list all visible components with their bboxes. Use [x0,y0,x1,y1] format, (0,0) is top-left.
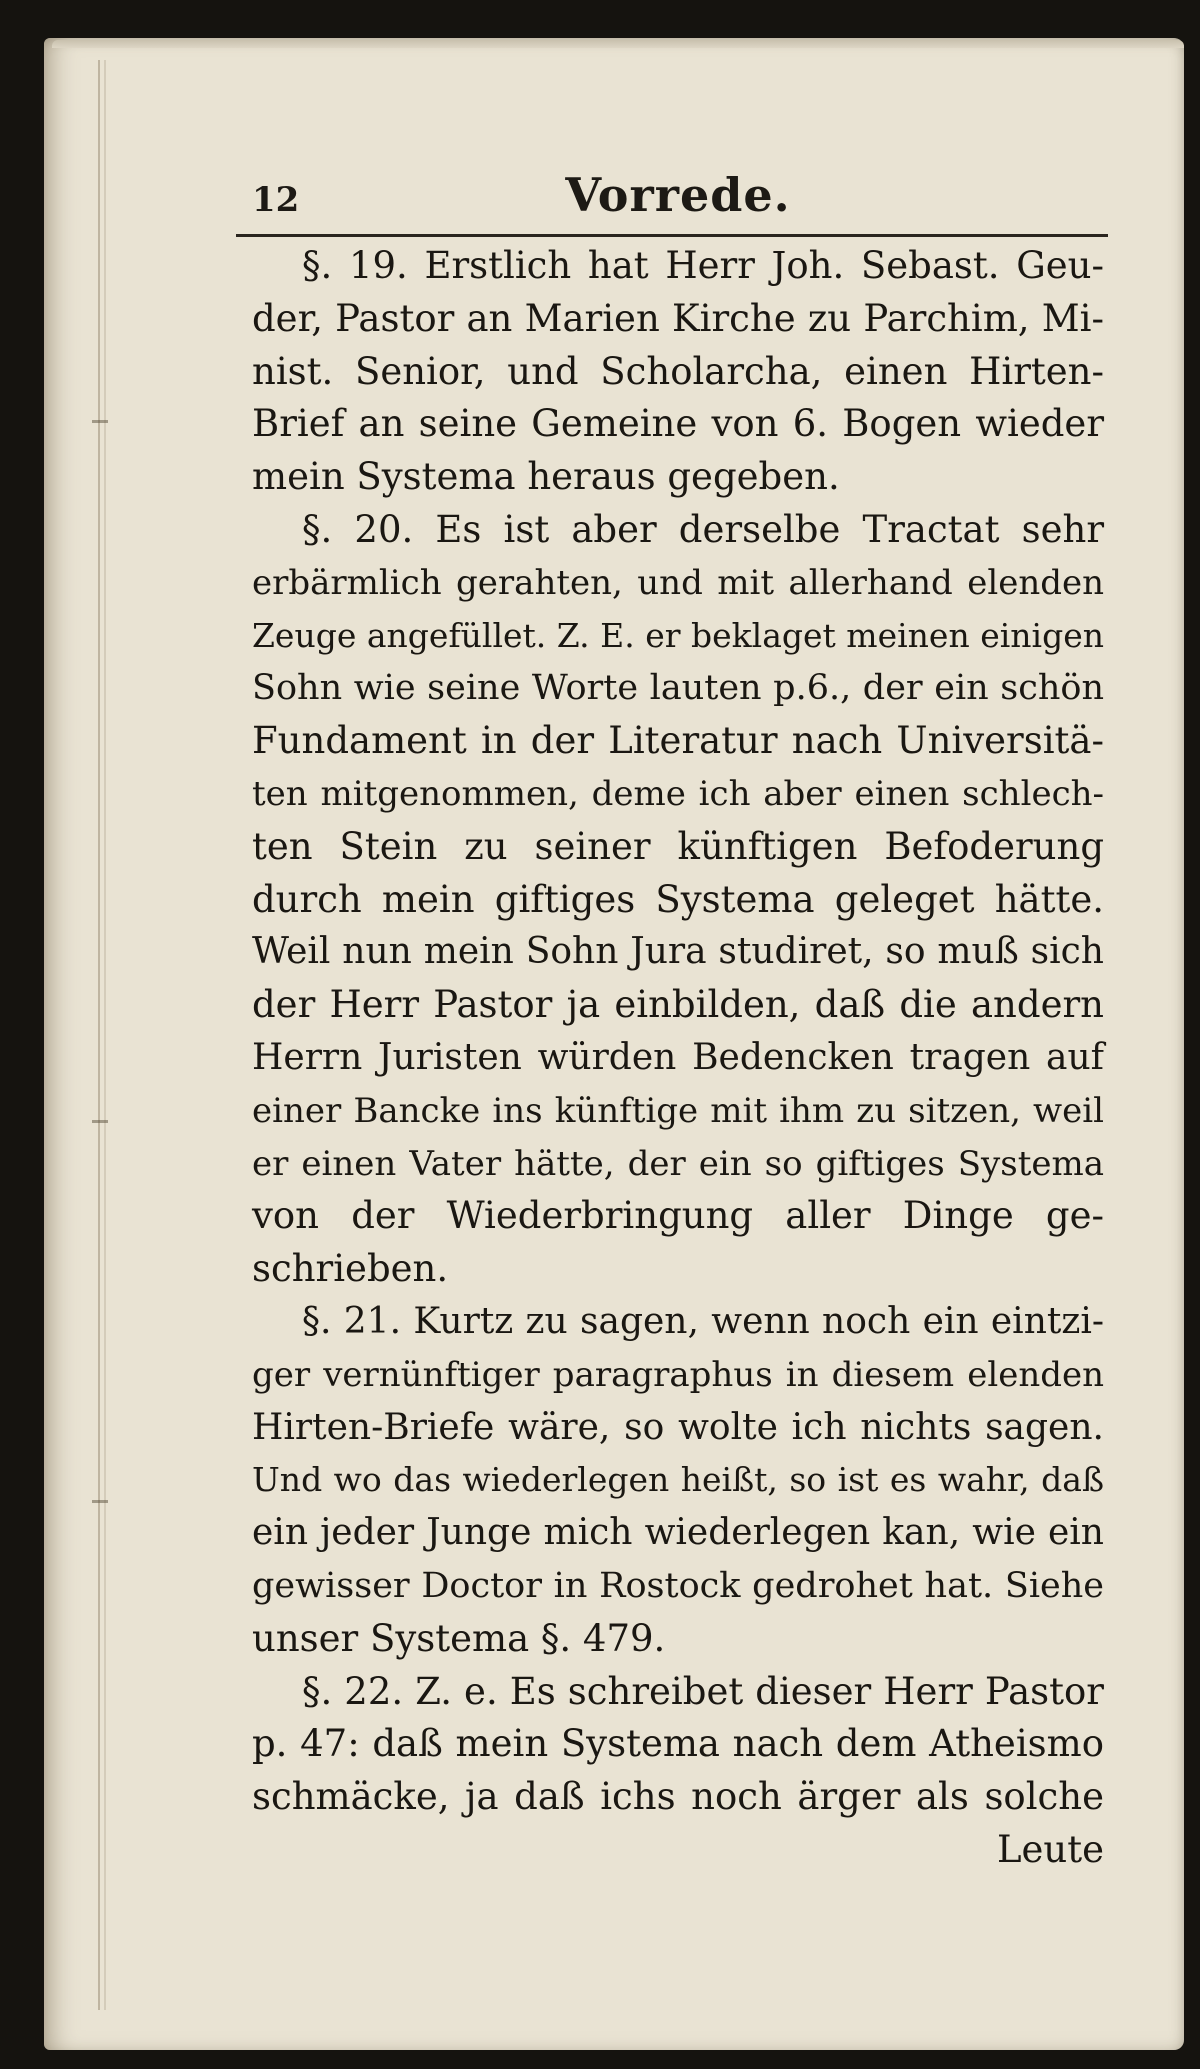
page-top-edge [52,40,1184,48]
text-line: Brief an seine Gemeine von 6. Bogen wieder [252,402,1104,446]
text-line: Und wo das wiederlegen heißt, so ist es wahr, daß [252,1460,1104,1500]
text-line: der Herr Pastor ja einbilden, daß die andern [252,983,1104,1027]
text-line: §. 19. Erstlich hat Herr Joh. Sebast. Geu- [302,244,1104,287]
text-line: p. 47: daß mein Systema nach dem Atheismo [252,1722,1104,1766]
text-line: schrieben. [252,1247,449,1291]
text-line: §. 20. Es ist aber derselbe Tractat sehr [302,507,1104,551]
text-line: Zeuge angefüllet. Z. E. er beklaget meinen einigen [252,615,1104,655]
text-line: §. 22. Z. e. Es schreibet dieser Herr Pastor [302,1669,1104,1713]
text-line: ten mitgenommen, deme ich aber einen schlech- [252,773,1104,814]
text-line: unser Systema §. 479. [252,1616,666,1660]
text-line: durch mein giftiges Systema geleget hätte. [252,877,1104,921]
text-line: Herrn Juristen würden Bedencken tragen auf [252,1036,1104,1078]
text-line: ein jeder Junge mich wiederlegen kan, wie ein [252,1512,1104,1554]
text-line: erbärmlich gerahten, und mit allerhand elenden [252,562,1104,603]
text-line: §. 21. Kurtz zu sagen, wenn noch ein eintzi- [302,1300,1104,1342]
body-text [252,240,1104,1877]
text-line: Sohn wie seine Worte lauten p.6., der ein schön [252,668,1104,709]
page-number: 12 [252,180,300,220]
text-line: mein Systema heraus gegeben. [252,455,840,499]
text-line: Leute [996,1827,1104,1871]
running-head [252,168,1104,234]
binding-thread-mark [92,1500,108,1503]
binding-gutter-shadow [104,60,106,2010]
text-line: gewisser Doctor in Rostock gedrohet hat. Siehe [252,1565,1104,1606]
text-line: schmäcke, ja daß ichs noch ärger als solche [252,1775,1104,1819]
text-line: Fundament in der Literatur nach Universitä- [252,719,1104,763]
binding-gutter [98,60,100,2010]
text-line: Hirten-Briefe wäre, so wolte ich nichts sagen. [252,1406,1104,1448]
header-rule [236,234,1108,237]
text-line: von der Wiederbringung aller Dinge ge- [252,1194,1104,1238]
running-title: Vorrede. [565,168,791,222]
binding-thread-mark [92,420,108,423]
text-line: Weil nun mein Sohn Jura studiret, so muß sich [252,931,1104,973]
text-line: der, Pastor an Marien Kirche zu Parchim, Mi- [252,296,1104,340]
text-line: ger vernünftiger paragraphus in diesem elenden [252,1354,1104,1395]
text-line: ten Stein zu seiner künftigen Befoderung [252,824,1104,868]
text-line: nist. Senior, und Scholarcha, einen Hirten- [252,349,1104,393]
text-line: er einen Vater hätte, der ein so giftiges Systema [252,1143,1104,1184]
binding-thread-mark [92,1120,108,1123]
text-line: einer Bancke ins künftige mit ihm zu sitzen, weil [252,1090,1104,1131]
